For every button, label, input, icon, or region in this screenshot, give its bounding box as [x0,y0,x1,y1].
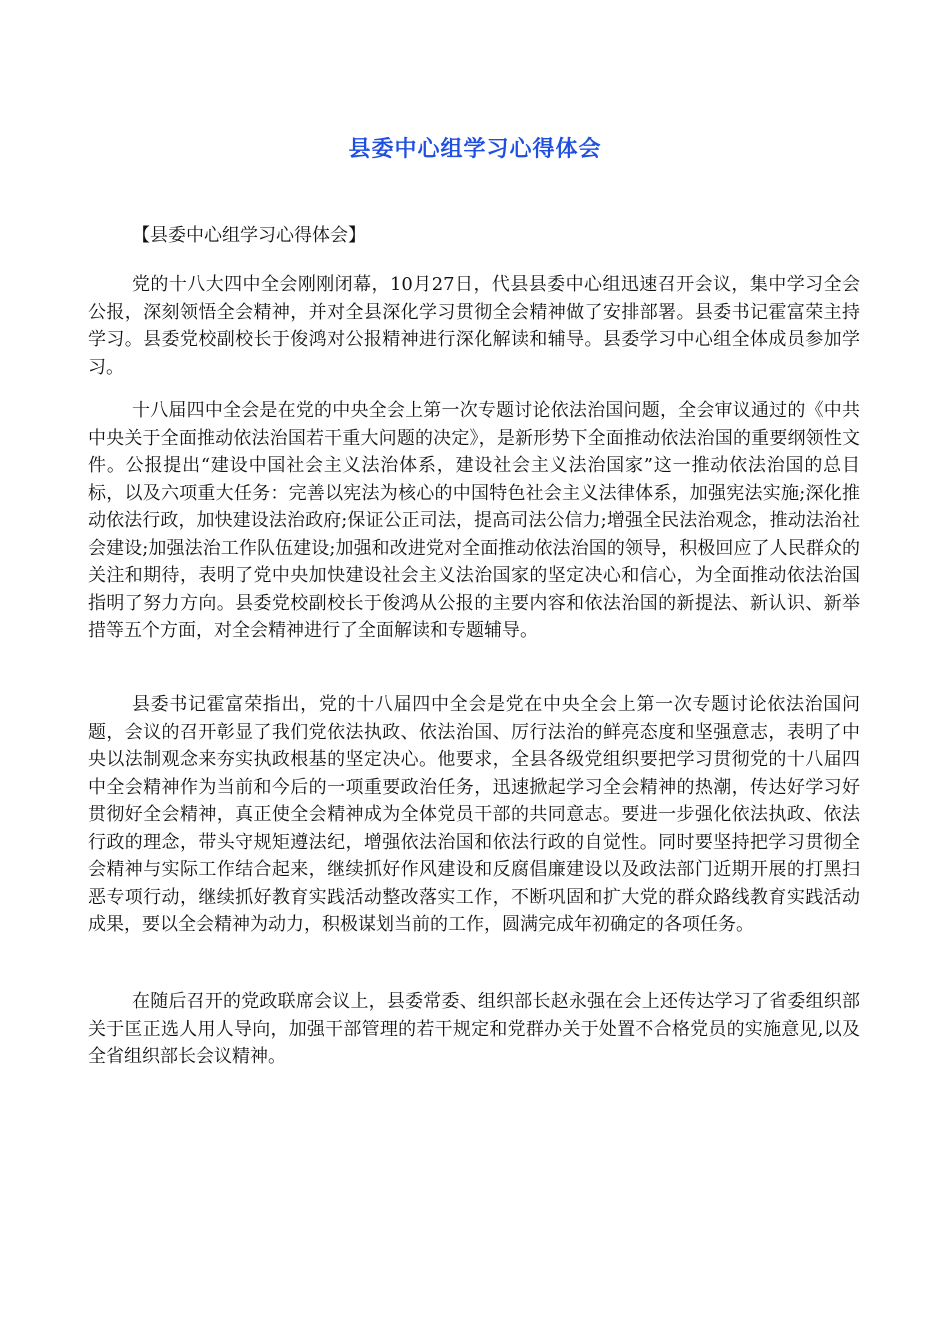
document-subtitle: 【县委中心组学习心得体会】 [132,225,366,246]
paragraph-3: 县委书记霍富荣指出，党的十八届四中全会是党在中央全会上第一次专题讨论依法治国问题，会议的召开彰显了我们党依法执政、依法治国、厉行法治的鲜亮态度和坚强意志，表明了中央以法制观念来夯实执政根基的坚定决心。他要求，全县各级党组织要把学习贯彻党的十八届四中全会精神作为当前和今后的一项重要政治任务，迅速掀起学习全会精神的热潮，传达好学习好贯彻好全会精神，真正使全会精神成为全体党员干部的共同意志。要进一步强化依法执政、依法行政的理念，带头守规矩遵法纪，增强依法治国和依法行政的自觉性。同时要坚持把学习贯彻全会精神与实际工作结合起来，继续抓好作风建设和反腐倡廉建设以及政法部门近期开展的打黑扫恶专项行动，继续抓好教育实践活动整改落实工作，不断巩固和扩大党的群众路线教育实践活动成果，要以全会精神为动力，积极谋划当前的工作，圆满完成年初确定的各项任务。 [88,694,860,935]
paragraph-4: 在随后召开的党政联席会议上，县委常委、组织部长赵永强在会上还传达学习了省委组织部关于匡正选人用人导向，加强干部管理的若干规定和党群办关于处置不合格党员的实施意见,以及全省组织部长会议精神。 [88,991,860,1067]
document-title: 县委中心组学习心得体会 [348,137,602,162]
paragraph-1: 党的十八大四中全会刚刚闭幕，10月27日，代县县委中心组迅速召开会议，集中学习全会公报，深刻领悟全会精神，并对全县深化学习贯彻全会精神做了安排部署。县委书记霍富荣主持学习。县委党校副校长于俊鸿对公报精神进行深化解读和辅导。县委学习中心组全体成员参加学习。 [88,274,860,378]
paragraph-2: 十八届四中全会是在党的中央全会上第一次专题讨论依法治国问题，全会审议通过的《中共中央关于全面推动依法治国若干重大问题的决定》，是新形势下全面推动依法治国的重要纲领性文件。公报提出“建设中国社会主义法治体系，建设社会主义法治国家”这一推动依法治国的总目标，以及六项重大任务：完善以宪法为核心的中国特色社会主义法律体系，加强宪法实施;深化推动依法行政，加快建设法治政府;保证公正司法，提高司法公信力;增强全民法治观念，推动法治社会建设;加强法治工作队伍建设;加强和改进党对全面推动依法治国的领导，积极回应了人民群众的关注和期待，表明了党中央加快建设社会主义法治国家的坚定决心和信心，为全面推动依法治国指明了努力方向。县委党校副校长于俊鸿从公报的主要内容和依法治国的新提法、新认识、新举措等五个方面，对全会精神进行了全面解读和专题辅导。 [88,400,860,641]
